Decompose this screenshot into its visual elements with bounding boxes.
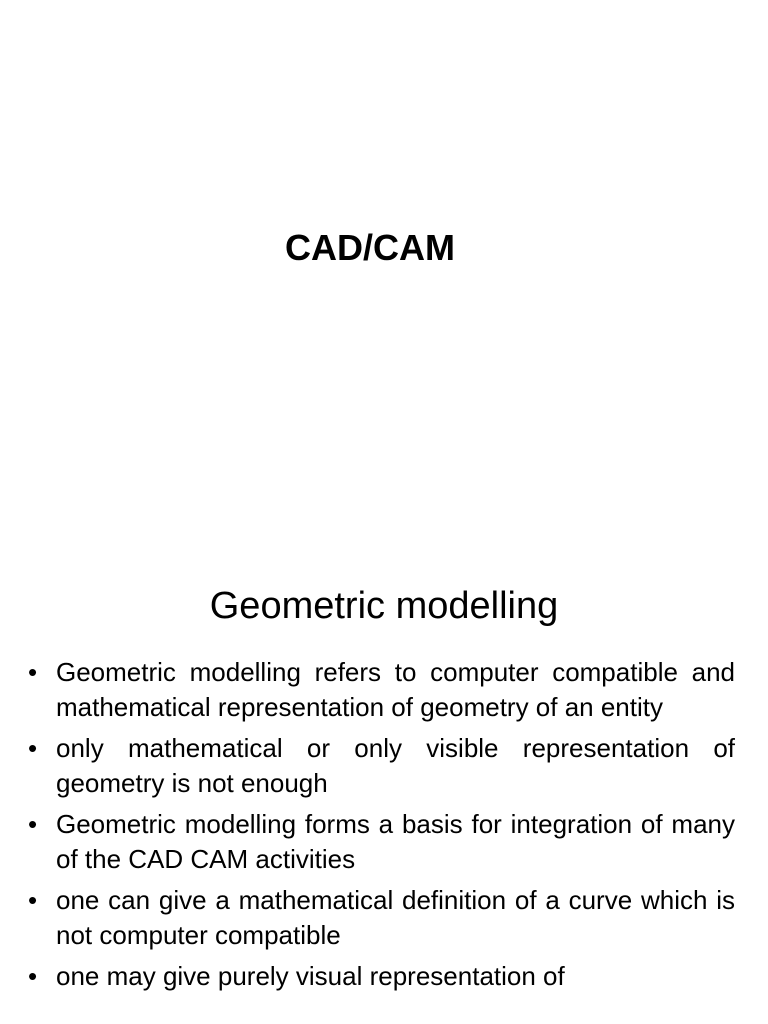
bullet-item bbox=[24, 655, 735, 725]
bullet-text: only mathematical or only visible representation of geometry is not enough bbox=[56, 733, 735, 798]
bullet-dot-icon: • bbox=[28, 961, 38, 991]
bullet-dot-icon: • bbox=[28, 885, 38, 915]
bullet-dot-icon: • bbox=[28, 657, 38, 687]
slide-title-cad-cam: CAD/CAM bbox=[285, 227, 455, 268]
bullet-text: one can give a mathematical definition of a curve which is not computer compatible bbox=[56, 885, 735, 950]
bullet-dot-icon: • bbox=[28, 733, 38, 763]
bullet-dot-icon: • bbox=[28, 809, 38, 839]
bullet-text: Geometric modelling forms a basis for integration of many of the CAD CAM activities bbox=[56, 809, 735, 874]
bullet-item bbox=[24, 883, 735, 953]
bullet-text: one may give purely visual representation of bbox=[56, 961, 565, 991]
bullet-item bbox=[24, 807, 735, 877]
bullet-list bbox=[24, 655, 735, 1000]
slide-title-geometric-modelling: Geometric modelling bbox=[209, 585, 559, 627]
bullet-item bbox=[24, 959, 735, 994]
bullet-text: Geometric modelling refers to computer compatible and mathematical representation of geometry of an entity bbox=[56, 657, 735, 722]
bullet-item bbox=[24, 731, 735, 801]
